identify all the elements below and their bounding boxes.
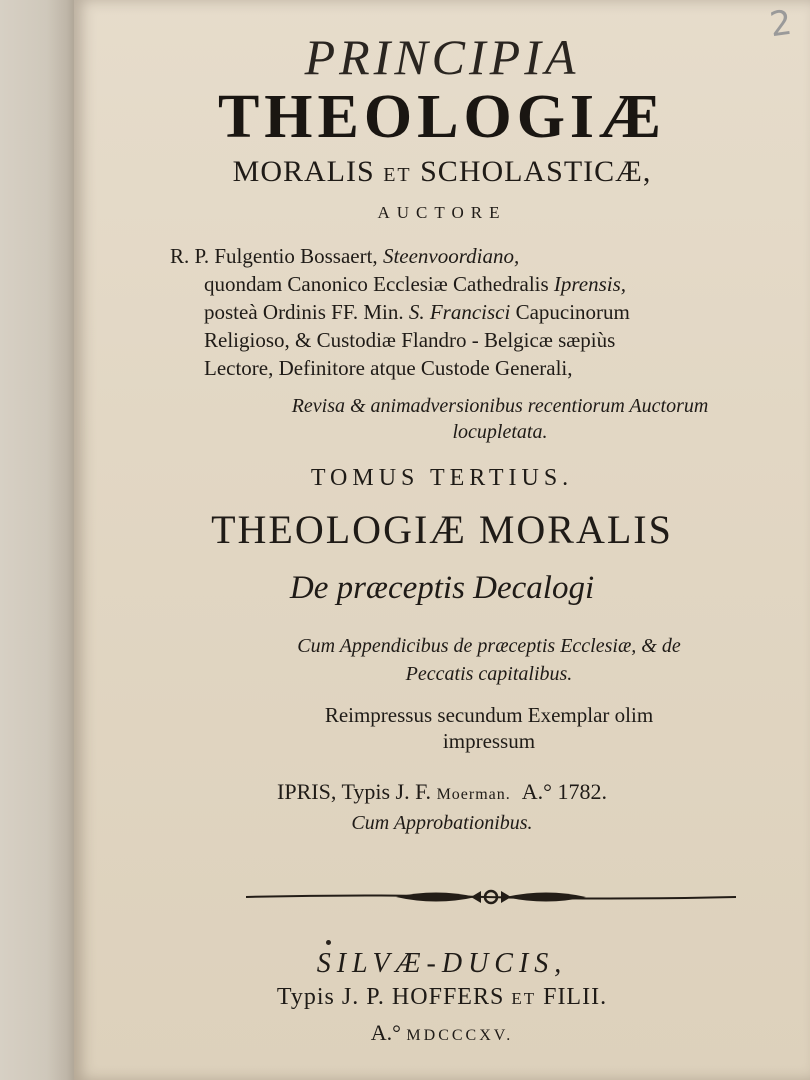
- reprint-line: impressum: [442, 729, 536, 753]
- author-origin: Steenvoordiano,: [382, 244, 520, 268]
- handwritten-mark: 2: [767, 2, 795, 46]
- title-page: [74, 0, 810, 1080]
- ink-dot: [326, 940, 331, 945]
- imprint-printer: Moerman.: [436, 786, 511, 803]
- author-line: [170, 270, 810, 298]
- author-line: [170, 242, 810, 270]
- imprint-place: IPRIS, Typis J. F.: [277, 779, 432, 804]
- revisa-note: [200, 393, 800, 445]
- publisher-typis: Typis: [276, 984, 335, 1010]
- printer-ornament: [246, 882, 736, 912]
- author-text-italic: Iprensis,: [553, 272, 627, 296]
- revisa-line: Revisa & animadversionibus recentiorum Auctorum: [291, 395, 709, 417]
- author-line: [170, 298, 810, 326]
- reprint-line: Reimpressus secundum Exemplar olim: [324, 703, 654, 727]
- publisher-filii: FILII.: [543, 984, 608, 1010]
- year-roman: MDCCCXV.: [406, 1027, 514, 1044]
- title-principia: PRINCIPIA: [304, 29, 580, 85]
- volume-title: THEOLOGIÆ MORALIS: [211, 507, 673, 552]
- publication-place: SILVÆ-DUCIS,: [316, 948, 568, 979]
- author-name: R. P. Fulgentio Bossaert,: [170, 244, 378, 268]
- title-scholasticae: SCHOLASTICÆ,: [420, 155, 652, 188]
- appendix-line: Peccatis capitalibus.: [405, 663, 573, 685]
- author-text: quondam Canonico Ecclesiæ Cathedralis: [204, 272, 549, 296]
- title-moralis: MORALIS: [232, 155, 375, 188]
- auctore-label: AUCTORE: [377, 203, 507, 222]
- publication-year: [74, 1020, 810, 1046]
- volume-subtitle: De præceptis Decalogi: [289, 570, 595, 606]
- book-gutter: [0, 0, 78, 1080]
- appendix-line: Cum Appendicibus de præceptis Ecclesiæ, & de: [297, 635, 681, 657]
- publisher-line: [74, 984, 810, 1011]
- author-text: posteà Ordinis FF. Min.: [204, 300, 404, 324]
- revisa-line: locupletata.: [452, 421, 548, 443]
- appendix-note: [174, 632, 804, 688]
- author-block: [170, 242, 810, 382]
- year-prefix: A.°: [370, 1020, 401, 1045]
- author-line: Lectore, Definitore atque Custode Generali,: [204, 356, 573, 380]
- approbation-note: Cum Approbationibus.: [351, 812, 533, 834]
- title-theologiae: THEOLOGIÆ: [217, 83, 667, 151]
- reprint-note: [174, 702, 804, 754]
- author-text: Capucinorum: [515, 300, 630, 324]
- publisher-name: J. P. HOFFERS: [341, 984, 505, 1010]
- imprint-year: A.° 1782.: [521, 779, 607, 804]
- original-imprint: [74, 779, 810, 805]
- title-moralis-scholasticae: [74, 155, 810, 189]
- author-line: Religioso, & Custodiæ Flandro - Belgicæ sæpiùs: [204, 328, 616, 352]
- volume-label: TOMUS TERTIUS.: [310, 465, 574, 491]
- author-text-italic: S. Francisci: [408, 300, 511, 324]
- title-et: ET: [383, 164, 412, 186]
- publisher-et: ET: [511, 989, 537, 1008]
